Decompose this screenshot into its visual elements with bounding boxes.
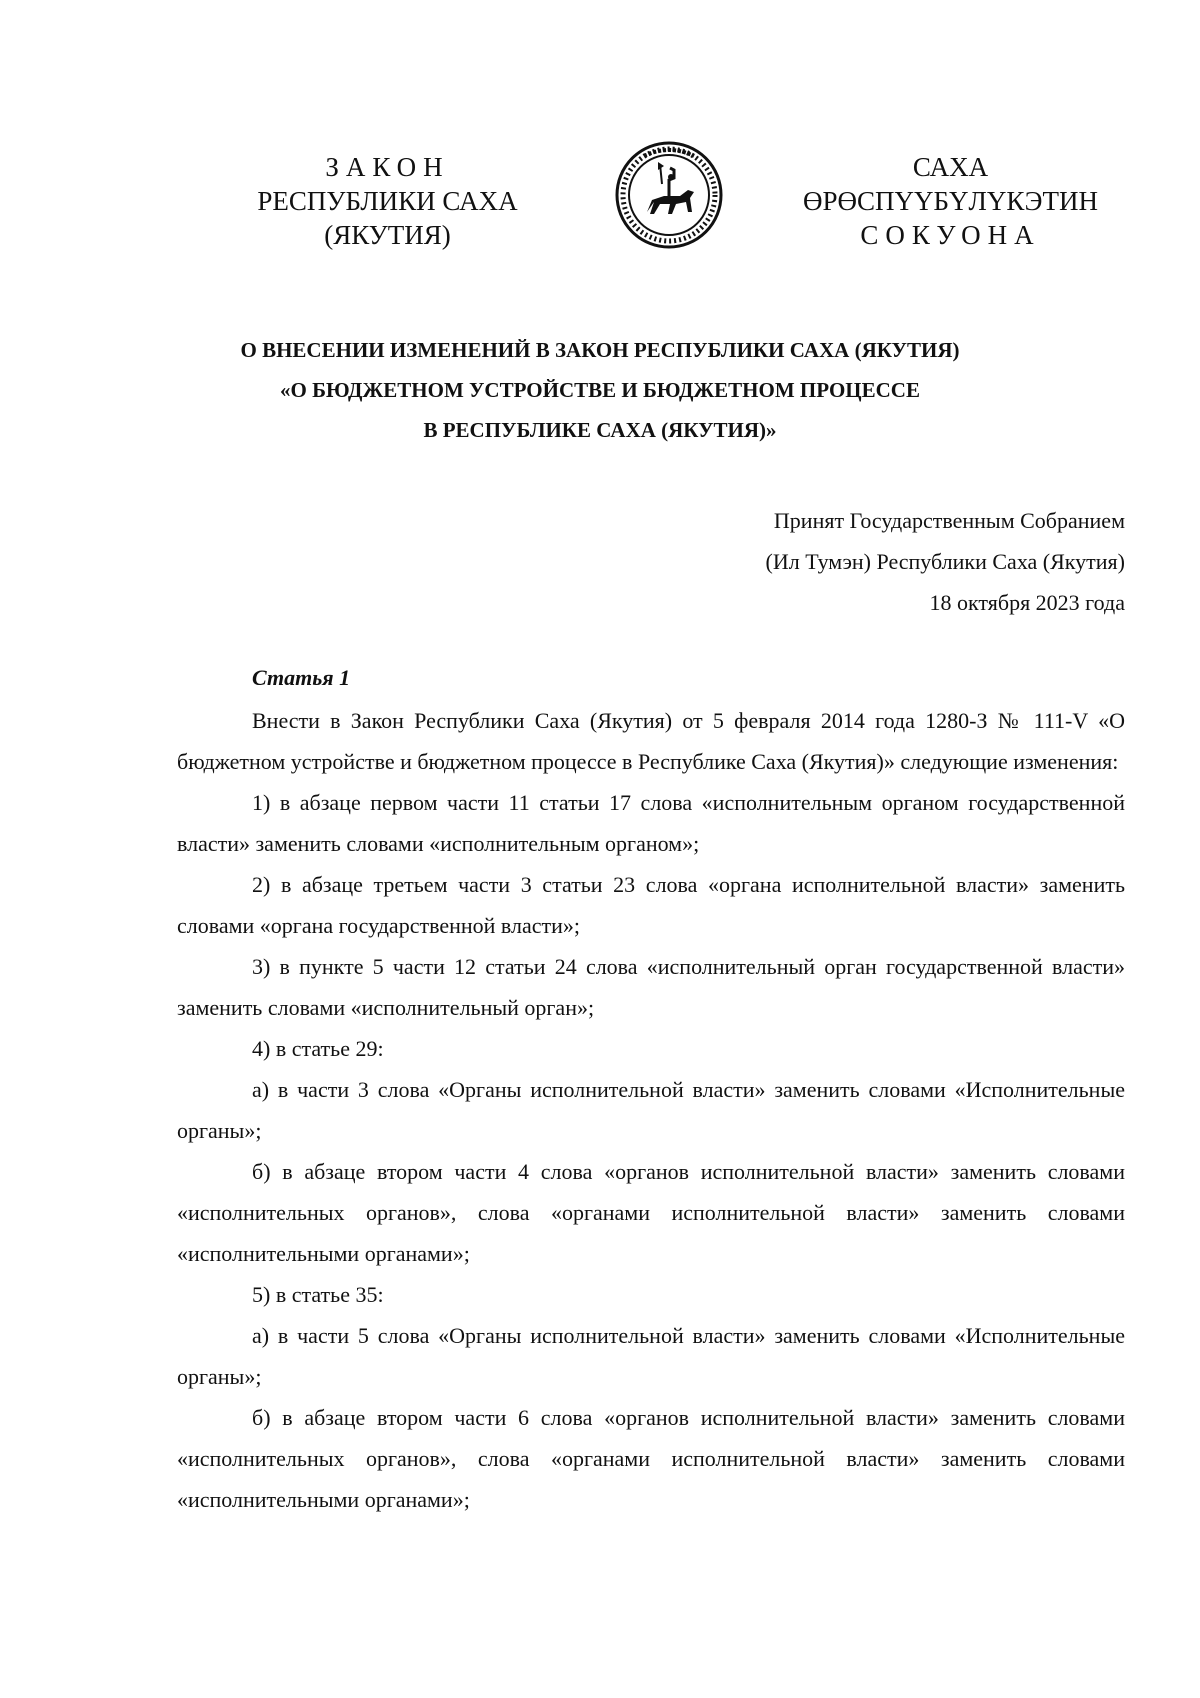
republic-name-ru: РЕСПУБЛИКИ САХА (ЯКУТИЯ) — [257, 186, 518, 250]
title-line-1: О ВНЕСЕНИИ ИЗМЕНЕНИЙ В ЗАКОН РЕСПУБЛИКИ САХА (ЯКУТИЯ) — [240, 338, 960, 362]
paragraph: 4) в статье 29: — [252, 1036, 384, 1061]
paragraph: а) в части 3 слова «Органы исполнительной власти» заменить словами «Исполнительные органы»; — [177, 1077, 1125, 1143]
coat-of-arms-emblem — [614, 140, 724, 250]
adoption-date: 18 октября 2023 года — [929, 590, 1125, 615]
adoption-line-1: Принят Государственным Собранием — [773, 508, 1125, 533]
title-line-2: «О БЮДЖЕТНОМ УСТРОЙСТВЕ И БЮДЖЕТНОМ ПРОЦЕССЕ — [280, 378, 920, 402]
law-title — [150, 330, 1050, 450]
paragraph: 2) в абзаце третьем части 3 статьи 23 слова «органа исполнительной власти» заменить словами «органа государственной власти»; — [177, 872, 1125, 938]
paragraph: б) в абзаце втором части 6 слова «органов исполнительной власти» заменить словами «исполнительных органов», слова «органами исполнительной власти» заменить словами «исполнительными органами»; — [177, 1405, 1125, 1512]
article-body — [177, 700, 1125, 1520]
paragraph: б) в абзаце втором части 4 слова «органов исполнительной власти» заменить словами «исполнительных органов», слова «органами исполнительной власти» заменить словами «исполнительными органами»; — [177, 1159, 1125, 1266]
law-label-sakha: СОКУОНА — [860, 220, 1041, 250]
title-line-3: В РЕСПУБЛИКЕ САХА (ЯКУТИЯ)» — [423, 418, 777, 442]
paragraph: а) в части 5 слова «Органы исполнительной власти» заменить словами «Исполнительные органы»; — [177, 1323, 1125, 1389]
republic-name-sakha: САХА ӨРӨСПҮҮБҮЛҮКЭТИН — [803, 152, 1098, 216]
paragraph: 3) в пункте 5 части 12 статьи 24 слова «исполнительный орган государственной власти» заменить словами «исполнительный орган»; — [177, 954, 1125, 1020]
paragraph: Внести в Закон Республики Саха (Якутия) от 5 февраля 2014 года 1280-З № 111-V «О бюджетном устройстве и бюджетном процессе в Республике Саха (Якутия)» следующие изменения: — [177, 708, 1125, 774]
header-left — [210, 150, 565, 252]
adoption-line-2: (Ил Тумэн) Республики Саха (Якутия) — [765, 549, 1125, 574]
paragraph: 1) в абзаце первом части 11 статьи 17 слова «исполнительным органом государственной власти» заменить словами «исполнительным органом»; — [177, 790, 1125, 856]
law-label-ru: ЗАКОН — [325, 152, 450, 182]
paragraph: 5) в статье 35: — [252, 1282, 384, 1307]
adoption-block — [605, 500, 1125, 623]
article-heading: Статья 1 — [252, 665, 351, 690]
header-right — [763, 150, 1138, 252]
